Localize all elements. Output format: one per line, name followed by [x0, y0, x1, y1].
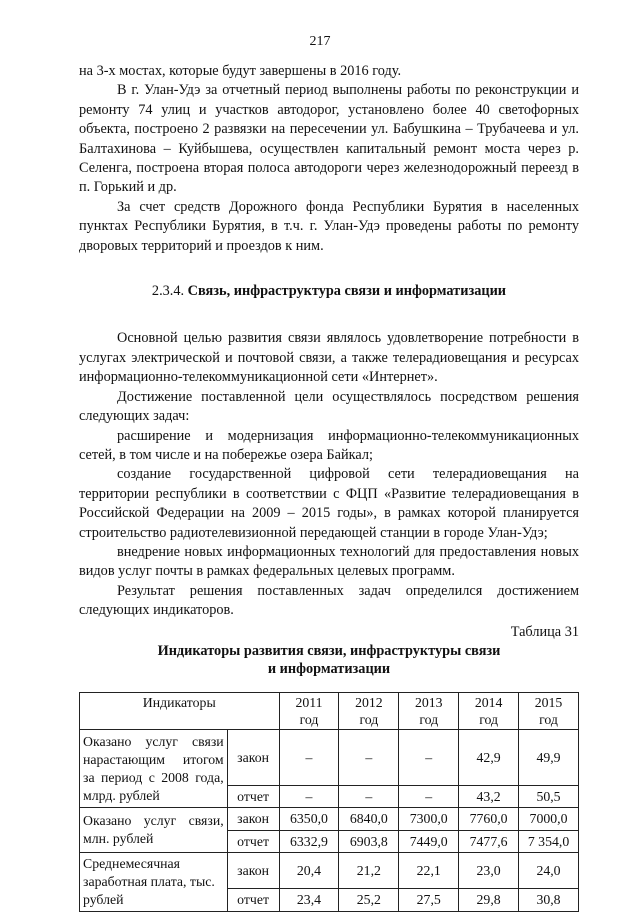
paragraph: Основной целью развития связи являлось удовлетворение потребности в услугах электрической и почтовой связи, а также телерадиовещания и ресурсах информационно-телекоммуникационной сети «Интернет».	[79, 330, 579, 386]
table-cell: 6332,9	[279, 830, 339, 852]
table-row	[80, 853, 579, 889]
header-year: 2015 год	[519, 692, 579, 729]
table-title-line: и информатизации	[267, 660, 391, 677]
table-cell: –	[399, 785, 459, 807]
row-type: закон	[227, 853, 279, 889]
row-type: отчет	[227, 785, 279, 807]
table-cell: 30,8	[519, 889, 579, 911]
table-cell: 24,0	[519, 853, 579, 889]
paragraph: За счет средств Дорожного фонда Республики Бурятия в населенных пунктах Республики Бурятия, в т.ч. г. Улан-Удэ проведены работы по ремонту дворовых территорий и проездов к ним.	[79, 198, 579, 254]
table-label: Таблица 31	[510, 623, 579, 640]
table-cell: 7449,0	[399, 830, 459, 852]
table-cell: 20,4	[279, 853, 339, 889]
table-cell: –	[339, 785, 399, 807]
paragraph: Результат решения поставленных задач определился достижением следующих индикаторов.	[79, 582, 579, 619]
table-cell: 42,9	[459, 729, 519, 785]
row-type: закон	[227, 808, 279, 830]
paragraph: расширение и модернизация информационно-телекоммуникационных сетей, в том числе и на побережье озера Байкал;	[79, 427, 579, 463]
table-header-row	[80, 692, 579, 729]
table-cell: 27,5	[399, 889, 459, 911]
paragraph: внедрение новых информационных технологий для предоставления новых видов услуг почты в рамках федеральных целевых программ.	[79, 543, 579, 580]
table-cell: –	[339, 729, 399, 785]
page-number: 217	[309, 34, 331, 49]
paragraph: на 3-х мостах, которые будут завершены в 2016 году.	[79, 63, 402, 79]
header-year: 2012 год	[339, 692, 399, 729]
header-year: 2011 год	[279, 692, 339, 729]
table-cell: 43,2	[459, 785, 519, 807]
paragraph: Достижение поставленной цели осуществлялось посредством решения следующих задач:	[79, 388, 579, 425]
paragraphs-top	[79, 62, 579, 256]
paragraph: В г. Улан-Удэ за отчетный период выполнены работы по реконструкции и ремонту 74 улиц и участков автодорог, установлено более 40 светофорных объекта, построено 2 развязки на пересечении ул. Бабушкина – Трубачеева и ул. Балтахинова – Куйбышева, осуществлен капитальный ремонт моста через р. Селенга, построена вторая полоса автодороги через железнодорожный переезд в п. Горький и др.	[79, 82, 579, 196]
table-row	[80, 808, 579, 830]
table-cell: 23,0	[459, 853, 519, 889]
table-cell: 29,8	[459, 889, 519, 911]
table-cell: 23,4	[279, 889, 339, 911]
table-cell: 21,2	[339, 853, 399, 889]
table-cell: –	[279, 729, 339, 785]
table-cell: 22,1	[399, 853, 459, 889]
section-title: Связь, инфраструктура связи и информатизации	[187, 283, 507, 300]
section-number: 2.3.4.	[151, 283, 185, 300]
header-year: 2014 год	[459, 692, 519, 729]
row-type: отчет	[227, 889, 279, 911]
table-cell: 50,5	[519, 785, 579, 807]
table-cell: 6840,0	[339, 808, 399, 830]
table-cell: 7000,0	[519, 808, 579, 830]
paragraph: создание государственной цифровой сети телерадиовещания на территории республики в соответствии с ФЦП «Развитие телерадиовещания в Российской Федерации на 2009 – 2015 годы», в рамках которой планируется строительство радиотелевизионной передающей станции в городе Улан-Удэ;	[79, 466, 579, 541]
table-cell: 7477,6	[459, 830, 519, 852]
row-type: закон	[227, 729, 279, 785]
table-cell: 6350,0	[279, 808, 339, 830]
indicator-label: Среднемесячная заработная плата, тыс. рублей	[80, 853, 228, 911]
indicators-table	[79, 692, 579, 912]
table-cell: –	[279, 785, 339, 807]
header-year: 2013 год	[399, 692, 459, 729]
table-cell: 7300,0	[399, 808, 459, 830]
table-cell: 7 354,0	[519, 830, 579, 852]
table-cell: 7760,0	[459, 808, 519, 830]
table-cell: 25,2	[339, 889, 399, 911]
table-row	[80, 729, 579, 785]
table-title-line: Индикаторы развития связи, инфраструктуры связи	[157, 642, 501, 659]
table-title	[79, 642, 579, 678]
paragraphs-bottom	[79, 329, 579, 620]
indicator-label: Оказано услуг связи, млн. рублей	[80, 808, 228, 853]
table-cell: 49,9	[519, 729, 579, 785]
document-body	[79, 62, 579, 912]
header-indicators: Индикаторы	[80, 692, 280, 729]
table-cell: 6903,8	[339, 830, 399, 852]
table-cell: –	[399, 729, 459, 785]
row-type: отчет	[227, 830, 279, 852]
section-heading	[79, 282, 579, 301]
indicator-label: Оказано услуг связи нарастающим итогом за период с 2008 года, млрд. рублей	[80, 729, 228, 807]
